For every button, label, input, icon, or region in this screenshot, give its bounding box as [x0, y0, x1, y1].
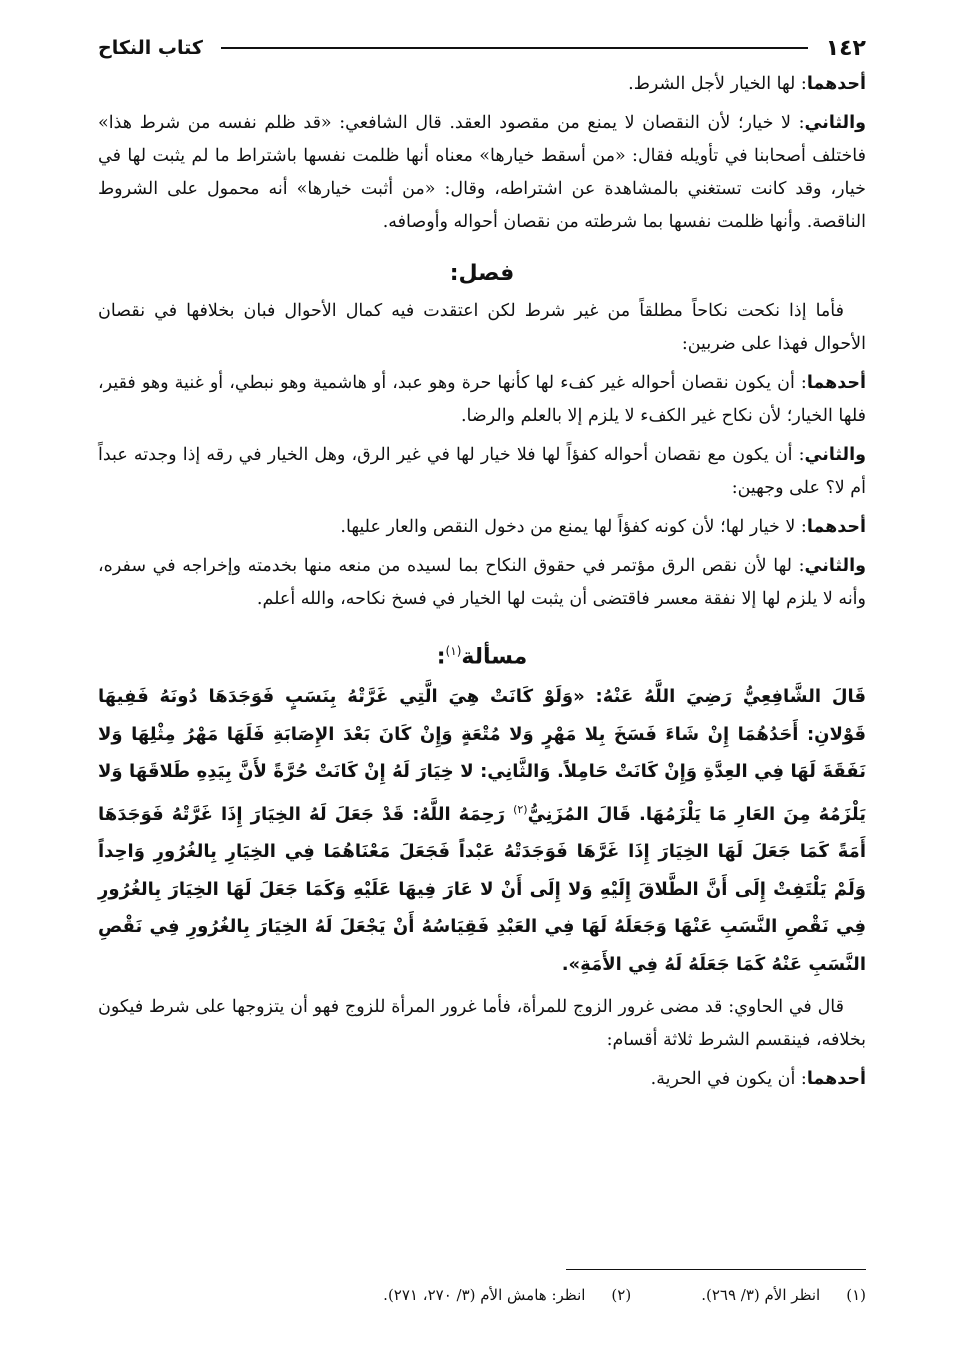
footnote-rule: [566, 1269, 866, 1270]
running-title: كتاب النكاح: [98, 37, 203, 59]
shafii-quote: [98, 678, 866, 983]
paragraph-first-opinion: [98, 68, 866, 101]
paragraph-lead: أحدهما: [806, 373, 866, 393]
paragraph-text: : لا خيار؛ لأن النقصان لا يمنع من مقصود العقد. قال الشافعي: «قد ظلم نفسه من شرط هذا» فاختلف أصحابنا في تأويله فقال: «من أسقط خيارها» معناه أنها ظلمت نفسها باشتراط ما لم يثبت لها في خيار، وقد كانت تستغني بالمشاهدة عن اشتراطه، وقال: «من أثبت خيارها» أنه محمول على الشروط الناقصة. وأنها ظلمت نفسها بما شرطته من نقصان أحواله وأوصافه.: [98, 113, 866, 232]
section-intro-paragraph: [98, 295, 866, 361]
footnote-marker: (١): [445, 644, 462, 658]
footnote-text: انظر الأم (٣/ ٢٦٩).: [701, 1286, 821, 1304]
footnote-text: انظر: هامش الأم (٣/ ٢٧٠، ٢٧١).: [383, 1286, 586, 1304]
section-paragraph: [98, 550, 866, 616]
paragraph-lead: والثاني: [804, 556, 866, 576]
paragraph-text: قال في الحاوي: قد مضى غرور الزوج للمرأة، فأما غرور المرأة للزوج فهو أن يتزوجها على شرط فيكون بخلافه، فينقسم الشرط ثلاثة أقسام:: [98, 997, 866, 1051]
book-page: [98, 28, 866, 1348]
paragraph-text: : لا خيار لها؛ لأن كونه كفؤاً لها يمنع من دخول النقص والعار عليها.: [340, 517, 807, 537]
section-paragraph: [98, 511, 866, 544]
footnote: [701, 1280, 866, 1310]
footnote-number: (٢): [611, 1286, 632, 1304]
paragraph-text: : أن يكون نقصان أحواله غير كفء لها كأنها حرة وهو عبد، أو هاشمية وهو نبطي، أو غنية وهو فقير، فلها الخيار؛ لأن نكاح غير الكفء لا يلزم إلا بالعلم والرضا.: [98, 373, 866, 426]
footnotes: [98, 1280, 866, 1310]
section-paragraph: [98, 439, 866, 505]
footnote-marker: (٢): [513, 802, 528, 816]
masala-heading-text: مسألة: [461, 644, 528, 670]
paragraph-second-opinion: [98, 107, 866, 239]
paragraph-lead: أحدهما: [806, 1069, 866, 1090]
paragraph-text: : أن يكون مع نقصان أحواله كفؤاً لها فلا خيار لها في غير الرق، وهل الخيار في رقه إذا وجدته عبداً أم لا؟ على وجهين:: [98, 445, 866, 498]
main-text: [98, 68, 866, 1096]
paragraph-text: فأما إذا نكحت نكاحاً مطلقاً من غير شرط لكن اعتقدت فيه كمال الأحوال فبان بخلافها في نقصان الأحوال فهذا على ضربين:: [98, 301, 866, 354]
paragraph-text: : لها الخيار لأجل الشرط.: [628, 74, 807, 94]
quote-text: قَالَ الشَّافِعِيُّ رَضِيَ اللَّهُ عَنْهُ: «وَلَوْ كَانَتْ هِيَ الَّتِي غَرَّتْهُ بِنَسَبٍ فَوَجَدَهَا دُونَهُ فَفِيهَا قَوْلانِ: أَحَدُهُمَا إِنْ شَاءَ فَسَخَ بِلا مَهْرٍ وَلا مُتْعَةٍ وَإِنْ كَانَ بَعْدَ الإِصَابَةِ فَلَهَا مَهْرُ مِثْلِهَا وَلا نَفَقَةَ لَهَا فِي العِدَّةِ وَإِنْ كَانَتْ حَامِلاً. وَالثَّانِي: لا خِيَارَ لَهُ إِنْ كَانَتْ حُرَّةً لأَنَّ بِيَدِهِ طَلاقَهَا وَلا يَلْزَمُهُ مِنَ العَارِ مَا يَلْزَمُهَا. قَالَ المُزَنِيُّ: [98, 686, 866, 825]
paragraph-lead: والثاني: [804, 445, 866, 465]
section-paragraph: [98, 367, 866, 433]
page-number: ١٤٢: [825, 35, 866, 61]
header-rule: [221, 47, 808, 49]
masala-heading-colon: :: [436, 644, 446, 670]
paragraph-lead: أحدهما: [806, 74, 866, 94]
closing-paragraph: [98, 1063, 866, 1096]
masala-heading: [98, 634, 866, 674]
quote-text-continued: رَحِمَهُ اللَّهُ: قَدْ جَعَلَ لَهُ الخِيَارَ إِذَا غَرَّتْهُ فَوَجَدَهَا أَمَةً كَمَا جَعَلَ لَهَا الخِيَارَ إِذَا غَرَّهَا فَوَجَدَتْهُ عَبْداً فَجَعَلَ مَعْنَاهُمَا فِي الخِيَارِ بِالغُرُورِ وَاحِداً وَلَمْ يَلْتَفِتْ إِلَى أَنَّ الطَّلاقَ إِلَيْهِ وَلا إِلَى أَنْ لا عَارَ فِيهَا عَلَيْهِ وَكَمَا جَعَلَ لَهَا الخِيَارَ بِالغُرُورِ فِي نَقْصِ النَّسَبِ عَنْهَا وَجَعَلَهُ لَهَا فِي العَبْدِ فَقِيَاسُهُ أَنْ يَجْعَلَ لَهُ الخِيَارَ بِالغُرُورِ فِي نَقْصِ النَّسَبِ عَنْهُ كَمَا جَعَلَهُ لَهُ فِي الأَمَةِ».: [98, 803, 866, 975]
footnote-number: (١): [846, 1286, 866, 1304]
paragraph-text: : أن يكون في الحرية.: [650, 1069, 807, 1090]
paragraph-lead: أحدهما: [806, 517, 866, 537]
section-heading: فصل:: [449, 261, 515, 286]
footnote: [383, 1280, 631, 1310]
hawi-paragraph: [98, 991, 866, 1057]
paragraph-text: : لها لأن نقص الرق مؤتمر في حقوق النكاح بما لسيده من منعه منها بخدمته وإخراجه في سفره، وأنه لا يلزم لها إلا نفقة معسر فاقتضى أن يثبت لها الخيار في فسخ نكاحه، والله أعلم.: [98, 556, 866, 609]
page-header: [98, 28, 866, 68]
paragraph-lead: والثاني: [804, 113, 866, 133]
